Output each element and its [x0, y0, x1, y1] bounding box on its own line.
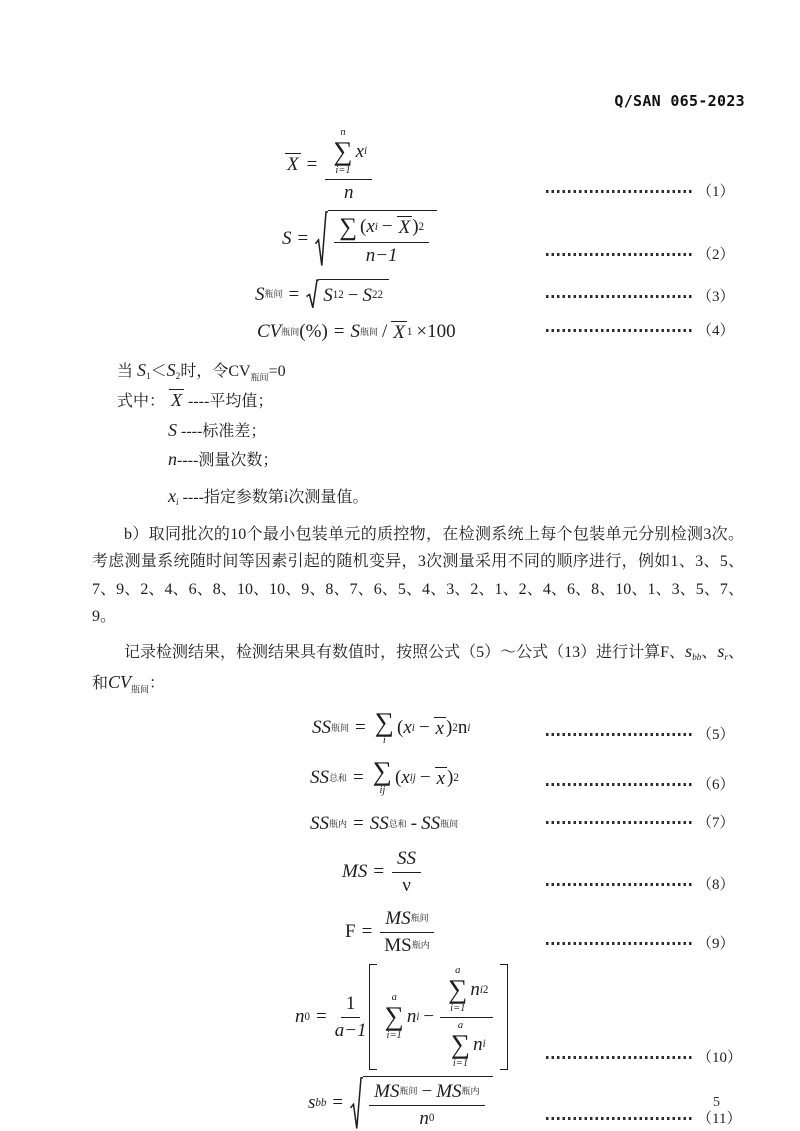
var-X-bar: X — [287, 154, 299, 176]
square-root — [306, 279, 389, 309]
var-S: S — [255, 283, 265, 305]
superscript-2: 2 — [418, 220, 425, 233]
sum-lower-limit: i=1 — [386, 1029, 402, 1041]
subscript-bottle-between: 瓶间 — [399, 1086, 418, 1097]
var-x: x — [355, 140, 365, 162]
text: 时，令CV — [180, 363, 251, 381]
superscript-2: 2 — [482, 983, 489, 996]
var-x-bar: x — [435, 717, 444, 739]
sigma-symbol: ∑ — [374, 706, 394, 737]
definition-text: ----标准差； — [181, 422, 267, 440]
fraction-denominator — [419, 1106, 434, 1130]
var-n: n — [457, 717, 468, 739]
equation-row-3 — [92, 279, 744, 309]
sigma-symbol: ∑ — [372, 756, 392, 787]
fraction-denominator — [402, 873, 411, 897]
var-SS: SS — [312, 717, 331, 739]
subscript-i: i — [482, 1038, 486, 1051]
equation-row-11 — [92, 1076, 744, 1131]
subscript-i: i — [176, 498, 179, 509]
dotted-leader — [546, 821, 692, 824]
formula-ss-total — [310, 756, 459, 797]
var-n: n — [343, 181, 354, 203]
var-s-r: s — [717, 640, 725, 661]
equation-row-6 — [92, 756, 744, 797]
left-paren: ( — [396, 717, 404, 739]
right-paren: ) — [447, 767, 454, 789]
sum-lower-limit: i=1 — [335, 164, 351, 176]
equation-row-7 — [92, 811, 744, 835]
formula-ss-within — [310, 813, 458, 835]
equals-sign: = — [333, 321, 345, 343]
var-SS: SS — [421, 813, 441, 835]
var-MS: MS — [385, 907, 411, 929]
condition-note — [117, 356, 744, 386]
subscript-i: i — [374, 220, 378, 233]
summation — [374, 706, 394, 748]
dotted-leader — [546, 733, 692, 736]
var-n: n — [473, 1034, 483, 1056]
paragraph-b: b）取同批次的10个最小包装单元的质控物，在检测系统上每个包装单元分别检测3次。考虑测量系统随时间等因素引起的随机变异，3次测量采用不同的顺序进行，例如1、3、5、7、9、2、4、6、8、10、10、9、8、7、6、5、4、3、2、1、2、4、6、8、10、1、3、5、7、9。 — [92, 525, 744, 626]
var-S: S — [168, 419, 177, 440]
paragraph-record — [92, 636, 744, 698]
var-x-bar: x — [436, 767, 446, 789]
where-line-S — [168, 416, 744, 446]
subscript-1: 1 — [332, 289, 339, 302]
equation-number: （9） — [697, 936, 735, 953]
formula-n0 — [295, 964, 508, 1070]
minus-sign: − — [418, 717, 430, 739]
subscript-i: i — [416, 1010, 420, 1023]
var-n: n — [406, 1006, 417, 1028]
subscript-bb: bb — [692, 652, 702, 663]
equation-row-4 — [92, 319, 744, 343]
text: 、和 — [92, 643, 744, 692]
formula-stddev — [282, 210, 437, 268]
minus-sign: − — [419, 767, 431, 789]
var-x: x — [403, 717, 412, 739]
var-n: n — [419, 1107, 429, 1129]
left-paren: ( — [360, 216, 367, 238]
minus-sign: − — [423, 1006, 435, 1028]
sum-lower-limit: i=1 — [450, 1003, 466, 1015]
definition-text: ----指定参数第i次测量值。 — [182, 488, 369, 506]
subscript-bottle-within: 瓶内 — [411, 939, 430, 950]
fraction — [392, 847, 421, 897]
fraction — [325, 126, 372, 204]
fraction-denominator — [448, 1018, 486, 1070]
where-line-n — [168, 445, 744, 475]
equals-sign: = — [316, 1006, 327, 1028]
subscript-bottle-between: 瓶间 — [440, 818, 459, 829]
var-X-bar: X — [393, 321, 405, 343]
subscript-bottle-between: 瓶间 — [281, 326, 300, 337]
minus-sign: - — [410, 813, 418, 835]
equals-sign: = — [353, 813, 364, 835]
text: 、 — [701, 643, 718, 661]
subscript-i: i — [411, 721, 415, 734]
var-SS: SS — [397, 847, 417, 869]
subscript-bb: bb — [315, 1096, 327, 1109]
var-S: S — [350, 321, 360, 343]
dotted-leader — [546, 295, 692, 298]
equation-number: （11） — [697, 1110, 742, 1127]
subscript-bottle-between: 瓶间 — [250, 372, 269, 383]
subscript-bottle-between: 瓶间 — [264, 288, 283, 299]
subscript-2: 2 — [371, 289, 378, 302]
equals-sign: = — [332, 1092, 344, 1114]
minus-sign: − — [347, 285, 359, 307]
sigma-symbol: ∑ — [450, 1029, 471, 1060]
var-x: x — [401, 767, 410, 789]
subscript-i: i — [479, 983, 483, 996]
var-s: s — [308, 1092, 316, 1114]
summation — [333, 127, 352, 177]
page-number: 5 — [713, 1095, 720, 1110]
sum-lower-limit: i=1 — [452, 1057, 469, 1069]
doc-code-header: Q/SAN 065-2023 — [614, 92, 745, 110]
less-than-sign: ＜ — [150, 363, 167, 381]
text: ： — [149, 674, 166, 692]
subscript-bottle-between: 瓶间 — [360, 326, 379, 337]
text: 当 — [117, 363, 134, 381]
superscript-2: 2 — [338, 289, 344, 302]
sigma-symbol: ∑ — [339, 213, 358, 241]
fraction-denominator — [384, 933, 429, 957]
number-1: 1 — [345, 993, 356, 1015]
formula-F — [345, 907, 436, 957]
equals-sign: = — [288, 283, 300, 305]
text: 记录检测结果，检测结果具有数值时，按照公式（5）～公式（13）进行计算F、 — [124, 643, 686, 661]
subscript-i: i — [364, 145, 368, 158]
subscript-bottle-within: 瓶内 — [329, 818, 348, 829]
var-CV: CV — [257, 321, 282, 343]
var-SS: SS — [310, 813, 329, 835]
var-F: F — [345, 920, 356, 942]
square-root — [315, 210, 437, 268]
formula-mean — [285, 126, 374, 204]
subscript-bottle-between: 瓶间 — [410, 913, 429, 924]
formula-ms — [342, 847, 423, 897]
equation-row-8 — [92, 847, 744, 897]
sum-upper-limit: a — [455, 965, 461, 977]
where-label: 式中： — [117, 393, 166, 411]
subscript-total: 总和 — [388, 818, 407, 829]
fraction-denominator — [335, 1018, 367, 1042]
sigma-symbol: ∑ — [384, 1001, 404, 1032]
summation — [451, 1020, 470, 1070]
superscript-2: 2 — [377, 289, 384, 302]
sum-upper-limit: n — [340, 127, 346, 138]
sqrt-sign-icon — [315, 210, 328, 268]
var-s-bb: s — [685, 640, 693, 661]
text: =0 — [268, 363, 286, 381]
left-paren: ( — [394, 767, 402, 789]
fraction-numerator — [440, 964, 493, 1018]
fraction-numerator — [380, 907, 433, 933]
var-n: n — [168, 449, 177, 470]
summation — [385, 992, 404, 1042]
equals-sign: = — [306, 153, 318, 175]
equals-sign: = — [373, 860, 385, 882]
equation-row-1 — [92, 126, 744, 204]
percent-label: (%) — [299, 321, 328, 343]
formula-cv-between — [257, 321, 456, 344]
var-S2: S — [166, 360, 176, 381]
subscript-0: 0 — [304, 1010, 311, 1023]
equation-row-9 — [92, 907, 744, 957]
divide-sign: / — [382, 321, 388, 343]
subscript-0: 0 — [428, 1112, 435, 1125]
fraction-numerator — [341, 992, 361, 1018]
dotted-leader — [546, 190, 692, 193]
equals-sign: = — [361, 920, 373, 942]
fraction-numerator — [392, 847, 421, 873]
fraction-denominator — [366, 243, 398, 267]
minus-sign: − — [381, 216, 393, 238]
dotted-leader — [546, 329, 692, 332]
sum-lower-limit: i — [382, 735, 386, 747]
var-MS: MS — [436, 1080, 462, 1102]
subscript-bottle-within: 瓶内 — [461, 1086, 480, 1097]
equation-number: （2） — [697, 247, 735, 264]
radicand — [319, 279, 389, 309]
sum-lower-limit: ij — [379, 784, 386, 796]
subscript-ij: ij — [409, 771, 416, 784]
var-CV: CV — [108, 671, 132, 692]
page-content — [92, 116, 744, 1131]
dotted-leader — [546, 1056, 692, 1059]
fraction — [335, 992, 367, 1042]
sigma-symbol: ∑ — [333, 136, 353, 167]
expr-a-minus-1: a−1 — [334, 1020, 367, 1042]
fraction — [440, 964, 493, 1070]
dotted-leader — [546, 253, 692, 256]
square-root — [350, 1076, 492, 1131]
equation-number: （10） — [697, 1049, 743, 1066]
equation-number: （1） — [697, 183, 735, 200]
formula-s-between — [255, 279, 389, 309]
dotted-leader — [546, 1117, 692, 1120]
var-S: S — [282, 227, 292, 249]
equation-number: （8） — [697, 876, 735, 893]
var-S1: S — [323, 285, 333, 307]
fraction-numerator — [334, 214, 429, 243]
var-MS: MS — [384, 934, 412, 956]
radicand — [328, 210, 437, 268]
right-paren: ) — [445, 717, 453, 739]
subscript-total: 总和 — [329, 772, 348, 783]
equation-row-5 — [92, 706, 744, 748]
var-SS: SS — [310, 767, 329, 789]
sigma-symbol: ∑ — [448, 974, 468, 1005]
right-bracket — [500, 964, 508, 1070]
formula-ss-between — [312, 706, 471, 748]
times-100: ×100 — [416, 321, 456, 343]
radicand — [363, 1076, 492, 1131]
equation-number: （4） — [697, 323, 735, 340]
var-MS: MS — [374, 1080, 400, 1102]
dotted-leader — [546, 942, 692, 945]
subscript-2: 2 — [175, 372, 181, 383]
subscript-r: r — [724, 652, 728, 663]
sum-upper-limit: a — [391, 992, 397, 1004]
right-paren: ) — [412, 216, 419, 238]
equation-number: （5） — [697, 727, 735, 744]
definition-text: ----平均值； — [188, 393, 274, 411]
where-line-xbar — [117, 389, 744, 415]
subscript-bottle-between: 瓶间 — [131, 684, 150, 695]
where-line-xi — [168, 482, 744, 512]
left-bracket — [369, 964, 377, 1070]
summation — [372, 756, 392, 797]
subscript-i: i — [467, 721, 471, 734]
var-x: x — [366, 216, 375, 238]
equals-sign: = — [353, 767, 364, 789]
var-n: n — [295, 1006, 305, 1028]
sqrt-sign-icon — [306, 279, 319, 309]
dotted-leader — [546, 783, 692, 786]
var-nu: ν — [402, 874, 411, 896]
var-X-bar: X — [171, 390, 183, 411]
subscript-1: 1 — [406, 325, 413, 338]
var-S1: S — [137, 360, 147, 381]
superscript-2: 2 — [452, 721, 458, 734]
definition-text: ----测量次数； — [177, 452, 279, 470]
fraction-numerator — [369, 1080, 484, 1106]
var-SS: SS — [369, 813, 389, 835]
equation-row-10 — [92, 964, 744, 1070]
var-x: x — [168, 485, 176, 506]
equation-row-2 — [92, 210, 744, 268]
minus-sign: − — [421, 1080, 433, 1102]
formula-s-bb — [308, 1076, 493, 1131]
equation-number: （6） — [697, 776, 735, 793]
var-n: n — [470, 979, 480, 1001]
var-MS: MS — [342, 860, 368, 882]
expr-n-minus-1: n−1 — [365, 244, 398, 266]
sum-upper-limit: a — [457, 1020, 464, 1032]
fraction — [380, 907, 433, 957]
subscript-bottle-between: 瓶间 — [331, 722, 350, 733]
var-S2: S — [362, 285, 372, 307]
dotted-leader — [546, 883, 692, 886]
equals-sign: = — [297, 227, 309, 249]
fraction — [334, 214, 429, 267]
superscript-2: 2 — [453, 771, 459, 784]
equation-number: （3） — [697, 289, 735, 306]
subscript-1: 1 — [146, 372, 151, 383]
equals-sign: = — [355, 717, 366, 739]
equation-number: （7） — [697, 814, 735, 831]
fraction-numerator — [325, 126, 372, 180]
fraction-denominator — [344, 180, 354, 204]
summation — [448, 965, 467, 1015]
var-X-bar: X — [398, 216, 411, 238]
sqrt-sign-icon — [350, 1076, 363, 1131]
fraction — [369, 1080, 484, 1130]
